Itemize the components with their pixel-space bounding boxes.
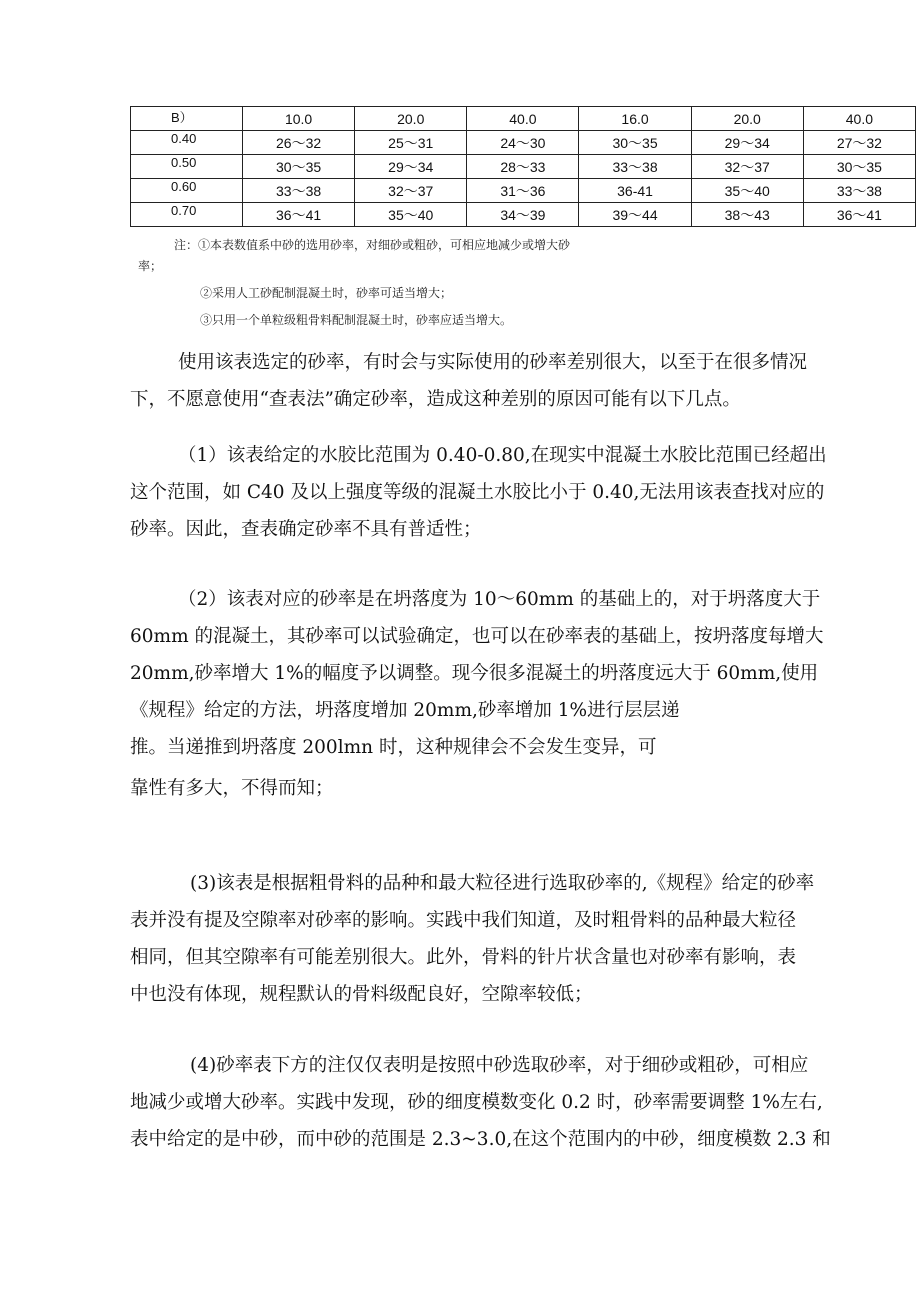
text-line: 表并没有提及空隙率对砂率的影响。实践中我们知道，及时粗骨料的品种最大粒径 xyxy=(130,910,797,931)
text-line: 砂率。因此，查表确定砂率不具有普适性； xyxy=(130,519,482,540)
table-cell: 36-41 xyxy=(579,179,691,203)
table-cell: 28～33 xyxy=(467,155,579,179)
paragraph-point-3 xyxy=(130,865,920,1013)
table-row xyxy=(131,179,916,203)
table-cell: 29～34 xyxy=(691,131,803,155)
text-line: 60mm 的混凝土，其砂率可以试验确定，也可以在砂率表的基础上，按坍落度每增大 xyxy=(130,626,824,647)
text-line: 中也没有体现，规程默认的骨料级配良好，空隙率较低； xyxy=(130,984,593,1005)
text-line: 使用该表选定的砂率，有时会与实际使用的砂率差别很大，以至于在很多情况 xyxy=(178,352,808,373)
table-cell: 33～38 xyxy=(803,179,915,203)
text-line: 《规程》给定的方法，坍落度增加 20mm,砂率增加 1%进行层层递 xyxy=(130,700,680,721)
table-cell: 30～35 xyxy=(803,155,915,179)
text-line: 下，不愿意使用“查表法”确定砂率，造成这种差别的原因可能有以下几点。 xyxy=(130,389,741,410)
text-line: 表中给定的是中砂，而中砂的范围是 2.3~3.0,在这个范围内的中砂，细度模数 2.3 和 xyxy=(130,1129,831,1150)
text-line: (4)砂率表下方的注仅仅表明是按照中砂选取砂率，对于细砂或粗砂，可相应 xyxy=(190,1055,809,1076)
table-cell: 35～40 xyxy=(355,203,467,227)
text-line: 推。当递推到坍落度 200lmn 时，这种规律会不会发生变异，可 xyxy=(130,737,657,758)
paragraph-point-4 xyxy=(130,1047,920,1158)
table-cell: B） xyxy=(131,107,243,131)
table-row xyxy=(131,155,916,179)
table-cell: 20.0 xyxy=(691,107,803,131)
table-cell: 26～32 xyxy=(243,131,355,155)
paragraph-point-1 xyxy=(130,437,920,548)
table-cell: 38～43 xyxy=(691,203,803,227)
text-line: 相同，但其空隙率有可能差别很大。此外，骨料的针片状含量也对砂率有影响，表 xyxy=(130,947,797,968)
table-cell: 30～35 xyxy=(579,131,691,155)
table-row xyxy=(131,203,916,227)
table-cell: 40.0 xyxy=(803,107,915,131)
table-cell: 20.0 xyxy=(355,107,467,131)
table-cell: 0.50 xyxy=(131,155,243,179)
table-cell: 0.40 xyxy=(131,131,243,155)
sand-ratio-table xyxy=(130,106,916,227)
table-cell: 30～35 xyxy=(243,155,355,179)
table-cell: 36～41 xyxy=(243,203,355,227)
text-line: （1）该表给定的水胶比范围为 0.40-0.80,在现实中混凝土水胶比范围已经超出 xyxy=(178,445,827,466)
table-cell: 29～34 xyxy=(355,155,467,179)
table-note-1: 注：①本表数值系中砂的选用砂率，对细砂或粗砂，可相应地减少或增大砂 xyxy=(174,238,571,252)
table-cell: 32～37 xyxy=(355,179,467,203)
table-cell: 31～36 xyxy=(467,179,579,203)
table-cell: 34～39 xyxy=(467,203,579,227)
table-cell: 36～41 xyxy=(803,203,915,227)
table-cell: 10.0 xyxy=(243,107,355,131)
text-line: （2）该表对应的砂率是在坍落度为 10～60mm 的基础上的，对于坍落度大于 xyxy=(178,589,821,610)
table-row xyxy=(131,131,916,155)
table-cell: 35～40 xyxy=(691,179,803,203)
table-cell: 39～44 xyxy=(579,203,691,227)
table-cell: 40.0 xyxy=(467,107,579,131)
table-cell: 27～32 xyxy=(803,131,915,155)
paragraph-point-2 xyxy=(130,581,920,807)
table-note-2: ②采用人工砂配制混凝土时，砂率可适当增大； xyxy=(200,286,453,300)
table-cell: 25～31 xyxy=(355,131,467,155)
text-line: 靠性有多大，不得而知； xyxy=(130,778,334,799)
text-line: 20mm,砂率增大 1%的幅度予以调整。现今很多混凝土的坍落度远大于 60mm,使用 xyxy=(130,663,819,684)
table-cell: 33～38 xyxy=(243,179,355,203)
table-note-1-cont: 率； xyxy=(138,259,163,273)
table-note-3: ③只用一个单粒级粗骨料配制混凝土时，砂率应适当增大。 xyxy=(200,313,513,327)
paragraph-intro xyxy=(130,344,920,418)
table-cell: 0.70 xyxy=(131,203,243,227)
table-cell: 32～37 xyxy=(691,155,803,179)
table-cell: 24～30 xyxy=(467,131,579,155)
text-line: 地减少或增大砂率。实践中发现，砂的细度模数变化 0.2 时，砂率需要调整 1%左右, xyxy=(130,1092,823,1113)
table-cell: 16.0 xyxy=(579,107,691,131)
table-cell: 0.60 xyxy=(131,179,243,203)
table-cell: 33～38 xyxy=(579,155,691,179)
text-line: (3)该表是根据粗骨料的品种和最大粒径进行选取砂率的,《规程》给定的砂率 xyxy=(190,873,815,894)
text-line: 这个范围，如 C40 及以上强度等级的混凝土水胶比小于 0.40,无法用该表查找对应的 xyxy=(130,482,825,503)
table-row xyxy=(131,107,916,131)
